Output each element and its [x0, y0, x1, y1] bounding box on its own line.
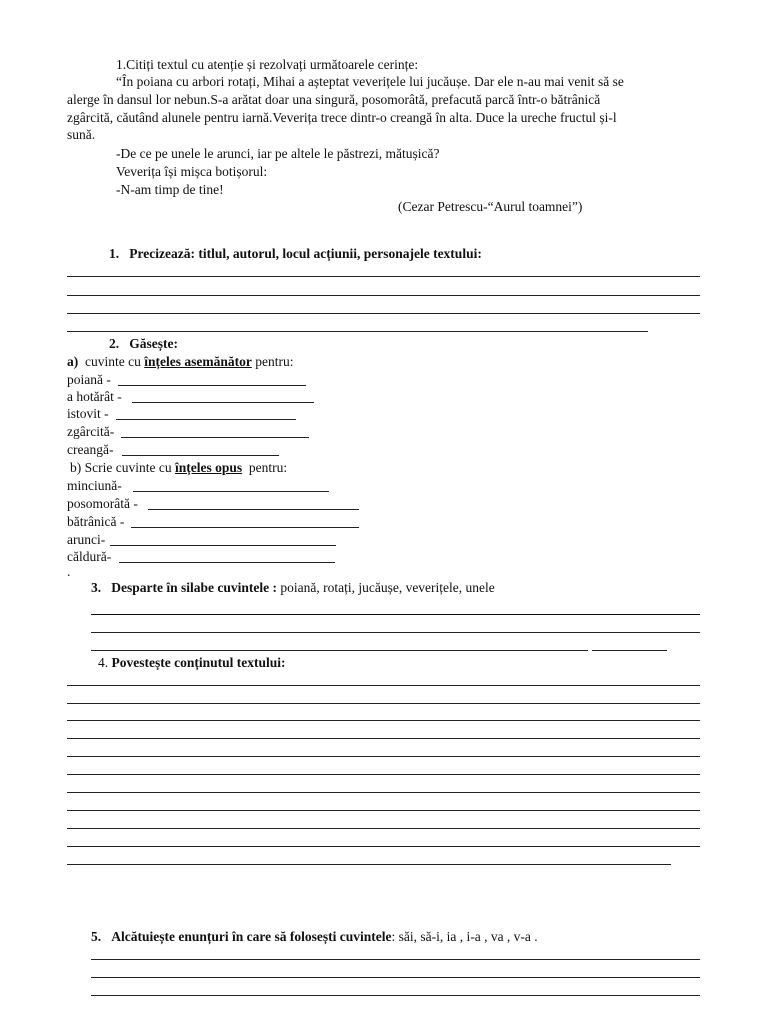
answer-line[interactable]	[132, 402, 314, 403]
answer-line[interactable]	[91, 632, 700, 633]
answer-line[interactable]	[91, 977, 700, 978]
answer-line[interactable]	[67, 313, 700, 314]
dialog-line: -N-am timp de tine!	[116, 182, 224, 197]
subquestion-a	[67, 353, 293, 370]
question-text: Alcătuiește enunțuri în care să folosești cuvintele	[111, 929, 392, 944]
story-line: alerge în dansul lor nebun.S-a arătat doar una singură, posomorâtă, prefacută parcă într-o bătrânică	[67, 92, 601, 107]
subquestion-b	[70, 459, 287, 476]
subquestion-tail: pentru:	[255, 354, 294, 369]
emphasis-text: înțeles opus	[174, 460, 243, 475]
answer-line[interactable]	[67, 846, 700, 847]
answer-line[interactable]	[67, 828, 700, 829]
emphasis-text: înțeles asemănător	[144, 354, 252, 369]
question-number: 1.	[109, 246, 120, 261]
story-line: “În poiana cu arbori rotați, Mihai a așteptat veverițele lui jucăușe. Dar ele n-au mai venit să se	[116, 74, 624, 89]
answer-line[interactable]	[67, 810, 700, 811]
word-prompt: minciună-	[67, 478, 122, 493]
word-prompt: poiană -	[67, 372, 111, 387]
question-2	[109, 335, 178, 352]
subquestion-text: cuvinte cu	[85, 354, 141, 369]
question-text: Povestește conținutul textului:	[111, 655, 286, 670]
instruction-text: 1.Citiți textul cu atenție și rezolvați următoarele cerințe:	[116, 57, 419, 72]
answer-line[interactable]	[91, 650, 588, 651]
answer-line[interactable]	[67, 738, 700, 739]
answer-line[interactable]	[67, 756, 700, 757]
answer-line[interactable]	[133, 491, 329, 492]
word-prompt: bătrânică -	[67, 514, 125, 529]
question-words: : săi, să-i, ia , i-a , va , v-a .	[391, 929, 538, 944]
answer-line[interactable]	[67, 720, 700, 721]
answer-line[interactable]	[148, 509, 359, 510]
dialog-line: -De ce pe unele le arunci, iar pe altele le păstrezi, mătușică?	[116, 146, 440, 161]
dialog-line: Veverița își mișca botișorul:	[116, 164, 268, 179]
answer-line[interactable]	[131, 527, 359, 528]
question-text: Precizează: titlul, autorul, locul acțiunii, personajele textului:	[129, 246, 482, 261]
word-prompt: creangă-	[67, 442, 114, 457]
question-number: 2.	[109, 336, 120, 351]
question-text: Desparte în silabe cuvintele :	[111, 580, 277, 595]
subquestion-label: a)	[67, 354, 79, 369]
source-citation: (Cezar Petrescu-“Aurul toamnei”)	[398, 199, 583, 214]
question-text: Găsește:	[129, 336, 178, 351]
answer-line[interactable]	[67, 792, 700, 793]
answer-line[interactable]	[122, 455, 279, 456]
answer-line[interactable]	[91, 995, 700, 996]
question-4	[98, 654, 285, 671]
answer-line[interactable]	[110, 545, 336, 546]
answer-line[interactable]	[119, 562, 335, 563]
question-number: 3.	[91, 580, 102, 595]
answer-line[interactable]	[67, 295, 700, 296]
question-3	[91, 579, 495, 596]
word-prompt: căldură-	[67, 549, 112, 564]
answer-line[interactable]	[91, 959, 700, 960]
answer-line[interactable]	[116, 419, 296, 420]
answer-line[interactable]	[91, 614, 700, 615]
subquestion-text: b) Scrie cuvinte cu	[70, 460, 172, 475]
answer-line[interactable]	[592, 650, 667, 651]
stray-dot: .	[67, 564, 71, 579]
answer-line[interactable]	[67, 276, 700, 277]
story-line: sună.	[67, 127, 96, 142]
word-prompt: a hotărât -	[67, 389, 122, 404]
answer-line[interactable]	[67, 774, 700, 775]
word-prompt: istovit -	[67, 406, 109, 421]
question-1	[109, 245, 482, 262]
subquestion-tail: pentru:	[248, 460, 288, 475]
answer-line[interactable]	[67, 685, 700, 686]
word-prompt: posomorâtă -	[67, 496, 138, 511]
question-number: 5.	[91, 929, 102, 944]
answer-line[interactable]	[121, 437, 309, 438]
word-prompt: zgârcită-	[67, 424, 115, 439]
question-number: 4.	[98, 655, 109, 670]
question-words: poiană, rotați, jucăușe, veverițele, unele	[280, 580, 495, 595]
answer-line[interactable]	[67, 331, 648, 332]
answer-line[interactable]	[67, 864, 671, 865]
answer-line[interactable]	[67, 703, 700, 704]
question-5	[91, 928, 538, 945]
word-prompt: arunci-	[67, 532, 106, 547]
answer-line[interactable]	[118, 385, 306, 386]
story-line: zgârcită, căutând alunele pentru iarnă.Veverița trece dintr-o creangă în alta. Duce la ureche fructul și-l	[67, 110, 617, 125]
